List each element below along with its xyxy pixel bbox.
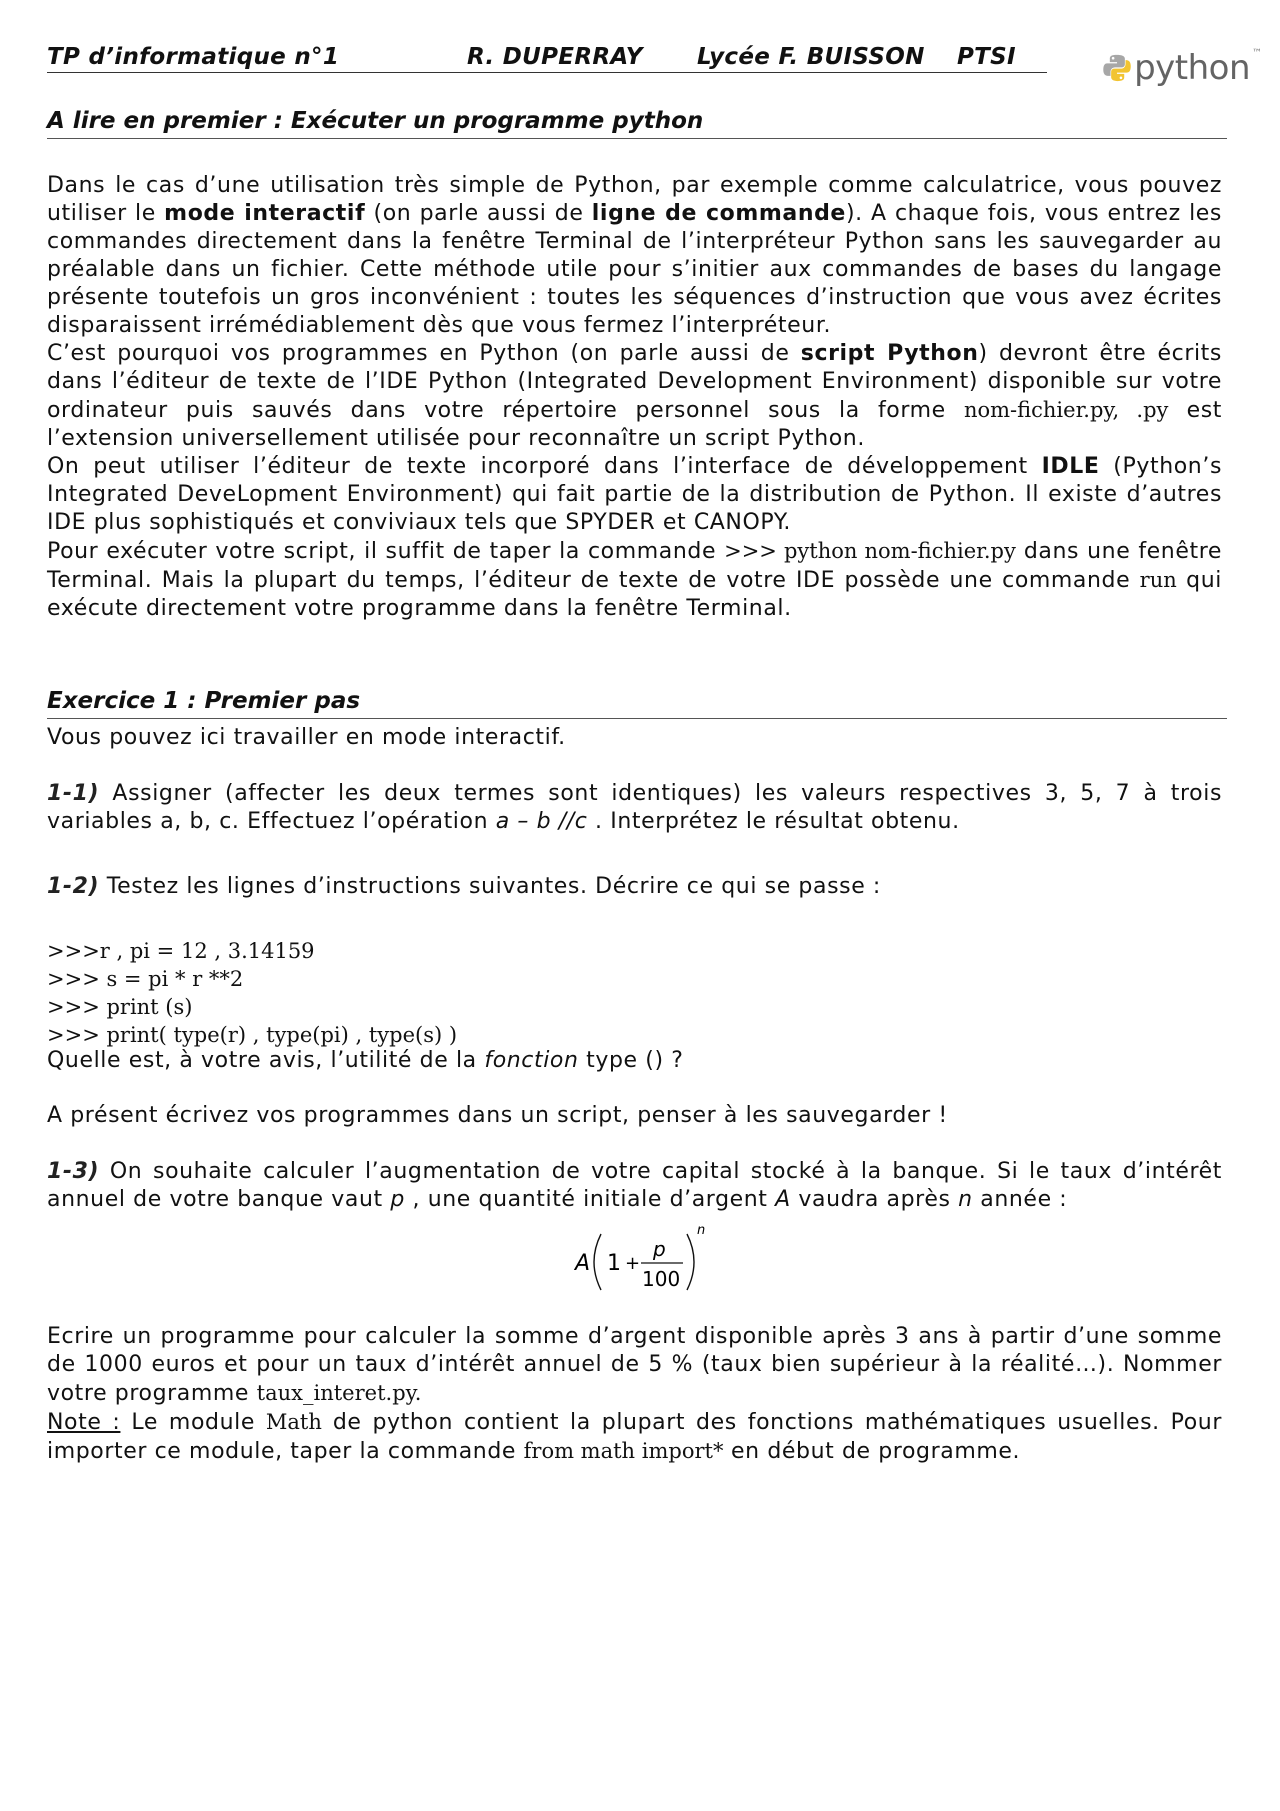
page-header: [47, 40, 1262, 88]
exercise-intro: Vous pouvez ici travailler en mode interactif.: [47, 725, 566, 750]
q13-var-p: p: [390, 1187, 405, 1212]
code-line: >>> s = pi * r **2: [47, 967, 244, 991]
question-1-3: [47, 1158, 1222, 1214]
header-class: PTSI: [957, 44, 1016, 70]
header-author: R. DUPERRAY: [467, 44, 643, 70]
p1-bold-ligne: ligne de commande: [591, 201, 846, 226]
q13-text-b: , une quantité initiale d’argent: [404, 1187, 776, 1212]
note-text-a: Le module: [120, 1410, 266, 1435]
section2-title: Exercice 1 : Premier pas: [47, 688, 1227, 719]
p2-bold-script: script Python: [800, 341, 979, 366]
python-logo-text: python: [1134, 48, 1250, 88]
header-school: Lycée F. BUISSON: [697, 44, 925, 70]
note-label: Note :: [47, 1410, 121, 1435]
q11-text-a: Assigner (affecter les deux termes sont identiques) les valeurs respectives 3, 5, 7 à trois variables a, b, c. Effectuez l’opération: [47, 781, 1222, 834]
q13-var-A: A: [775, 1187, 791, 1212]
formula-left-paren: [594, 1234, 601, 1290]
note-text-c: de python contient la plupart des fonctions mathématiques usuelles. Pour importer ce module, taper la commande: [47, 1410, 1222, 1464]
formula-denominator: 100: [642, 1267, 681, 1291]
trademark: ™: [1252, 48, 1262, 59]
quelle-fonction: fonction: [484, 1048, 579, 1073]
note-math: Math: [265, 1410, 322, 1434]
p4-text-c: dans une fenêtre Terminal. Mais la plupart du temps, l’éditeur de texte de votre IDE possède une commande: [47, 539, 1223, 593]
question-1-1: [47, 780, 1222, 836]
p3-text-a: On peut utiliser l’éditeur de texte incorporé dans l’interface de développement: [47, 454, 1042, 479]
q13-text-a: On souhaite calculer l’augmentation de votre capital stocké à la banque. Si le taux d’intérêt annuel de votre banque vaut: [47, 1159, 1222, 1212]
section1-title: A lire en premier : Exécuter un programme python: [47, 108, 1227, 139]
script-instruction: A présent écrivez vos programmes dans un script, penser à les sauvegarder !: [47, 1103, 948, 1128]
note-paragraph: [47, 1408, 1222, 1466]
header-line: [47, 44, 1047, 70]
p1-text-e: ). A chaque fois, vous entrez les commandes directement dans la fenêtre Terminal de l’interpréteur Python sans les sauvegarder au préalable dans un fichier. Cette méthode utile pour s’initier aux commandes de bases du langage présente toutefois un gros inconvénient : toutes les séquences d’instruction que vous avez écrites disparaissent irrémédiablement dès que vous fermez l’interpréteur.: [47, 201, 1222, 338]
formula-plus: +: [625, 1253, 641, 1274]
question-1-2: [47, 873, 1222, 901]
paragraph-3: [47, 453, 1222, 537]
note-text-e: en début de programme.: [723, 1439, 1021, 1464]
p3-bold-idle: IDLE: [1041, 454, 1100, 479]
q12-text: Testez les lignes d’instructions suivantes. Décrire ce qui se passe :: [99, 874, 881, 899]
p4-run: run: [1139, 568, 1177, 592]
header-title: TP d’informatique n°1: [47, 44, 340, 70]
formula-A: A: [575, 1251, 591, 1276]
p2-text-a: C’est pourquoi vos programmes en Python (on parle aussi de: [47, 341, 801, 366]
p4-text-e: qui exécute directement votre programme dans la fenêtre Terminal.: [47, 568, 1222, 621]
q11-text-b: . Interprétez le résultat obtenu.: [587, 809, 960, 834]
q11-expression: a – b //c: [495, 809, 588, 834]
p2-text-e: est l’extension universellement utilisée pour reconnaître un script Python.: [47, 398, 1222, 451]
q13-text-c: vaudra après: [790, 1187, 959, 1212]
python-logo: [1102, 42, 1262, 94]
program-filename: taux_interet.py.: [256, 1381, 422, 1405]
question-type-function: [47, 1047, 1222, 1075]
p2-text-c: ) devront être écrits dans l’éditeur de texte de l’IDE Python (Integrated Development Environment) disponible sur votre ordinateur puis sauvés dans votre répertoire personnel sous la forme: [47, 341, 1222, 423]
paragraph-1: [47, 172, 1222, 340]
p1-bold-mode: mode interactif: [164, 201, 366, 226]
code-line: >>> print (s): [47, 995, 193, 1019]
p1-text-a: Dans le cas d’une utilisation très simple de Python, par exemple comme calculatrice, vous pouvez utiliser le: [47, 173, 1222, 226]
section1-body: [47, 172, 1222, 623]
q13-label: 1-3): [47, 1159, 100, 1184]
ecrire-text: Ecrire un programme pour calculer la somme d’argent disponible après 3 ans à partir d’une somme de 1000 euros et pour un taux d’intérêt annuel de 5 % (taux bien supérieur à la réalité…). Nommer votre programme: [47, 1324, 1222, 1406]
code-block: [47, 937, 747, 1049]
p2-filename: nom-fichier.py, .py: [963, 398, 1169, 422]
q13-text-d: année :: [972, 1187, 1068, 1212]
code-line: >>> print( type(r) , type(pi) , type(s) ): [47, 1023, 458, 1047]
paragraph-2: [47, 340, 1222, 453]
quelle-text-a: Quelle est, à votre avis, l’utilité de la: [47, 1048, 485, 1073]
code-line: >>>r , pi = 12 , 3.14159: [47, 939, 315, 963]
paragraph-4: [47, 537, 1222, 623]
interest-formula: [567, 1222, 727, 1302]
q13-var-n: n: [958, 1187, 973, 1212]
quelle-text-c: type () ?: [578, 1048, 684, 1073]
p3-text-c: (Python’s Integrated DeveLopment Environment) qui fait partie de la distribution de Python. Il existe d’autres IDE plus sophistiqués et conviviaux tels que SPYDER et CANOPY.: [47, 454, 1222, 535]
formula-one: 1: [607, 1251, 621, 1276]
document-page: [47, 40, 1262, 1464]
p1-text-c: (on parle aussi de: [365, 201, 592, 226]
header-rule: [47, 72, 1047, 73]
python-logo-icon: [1102, 45, 1132, 91]
q12-label: 1-2): [47, 874, 100, 899]
formula-right-paren: [687, 1234, 694, 1290]
formula-numerator: p: [653, 1237, 666, 1261]
p4-command: >>> python nom-fichier.py: [724, 539, 1016, 563]
note-import-command: from math import*: [523, 1439, 724, 1463]
exercise-1-3-instructions: [47, 1323, 1222, 1466]
ecrire-paragraph: [47, 1323, 1222, 1408]
formula-exponent: n: [697, 1223, 706, 1238]
p4-text-a: Pour exécuter votre script, il suffit de taper la commande: [47, 539, 725, 564]
q11-label: 1-1): [47, 781, 100, 806]
